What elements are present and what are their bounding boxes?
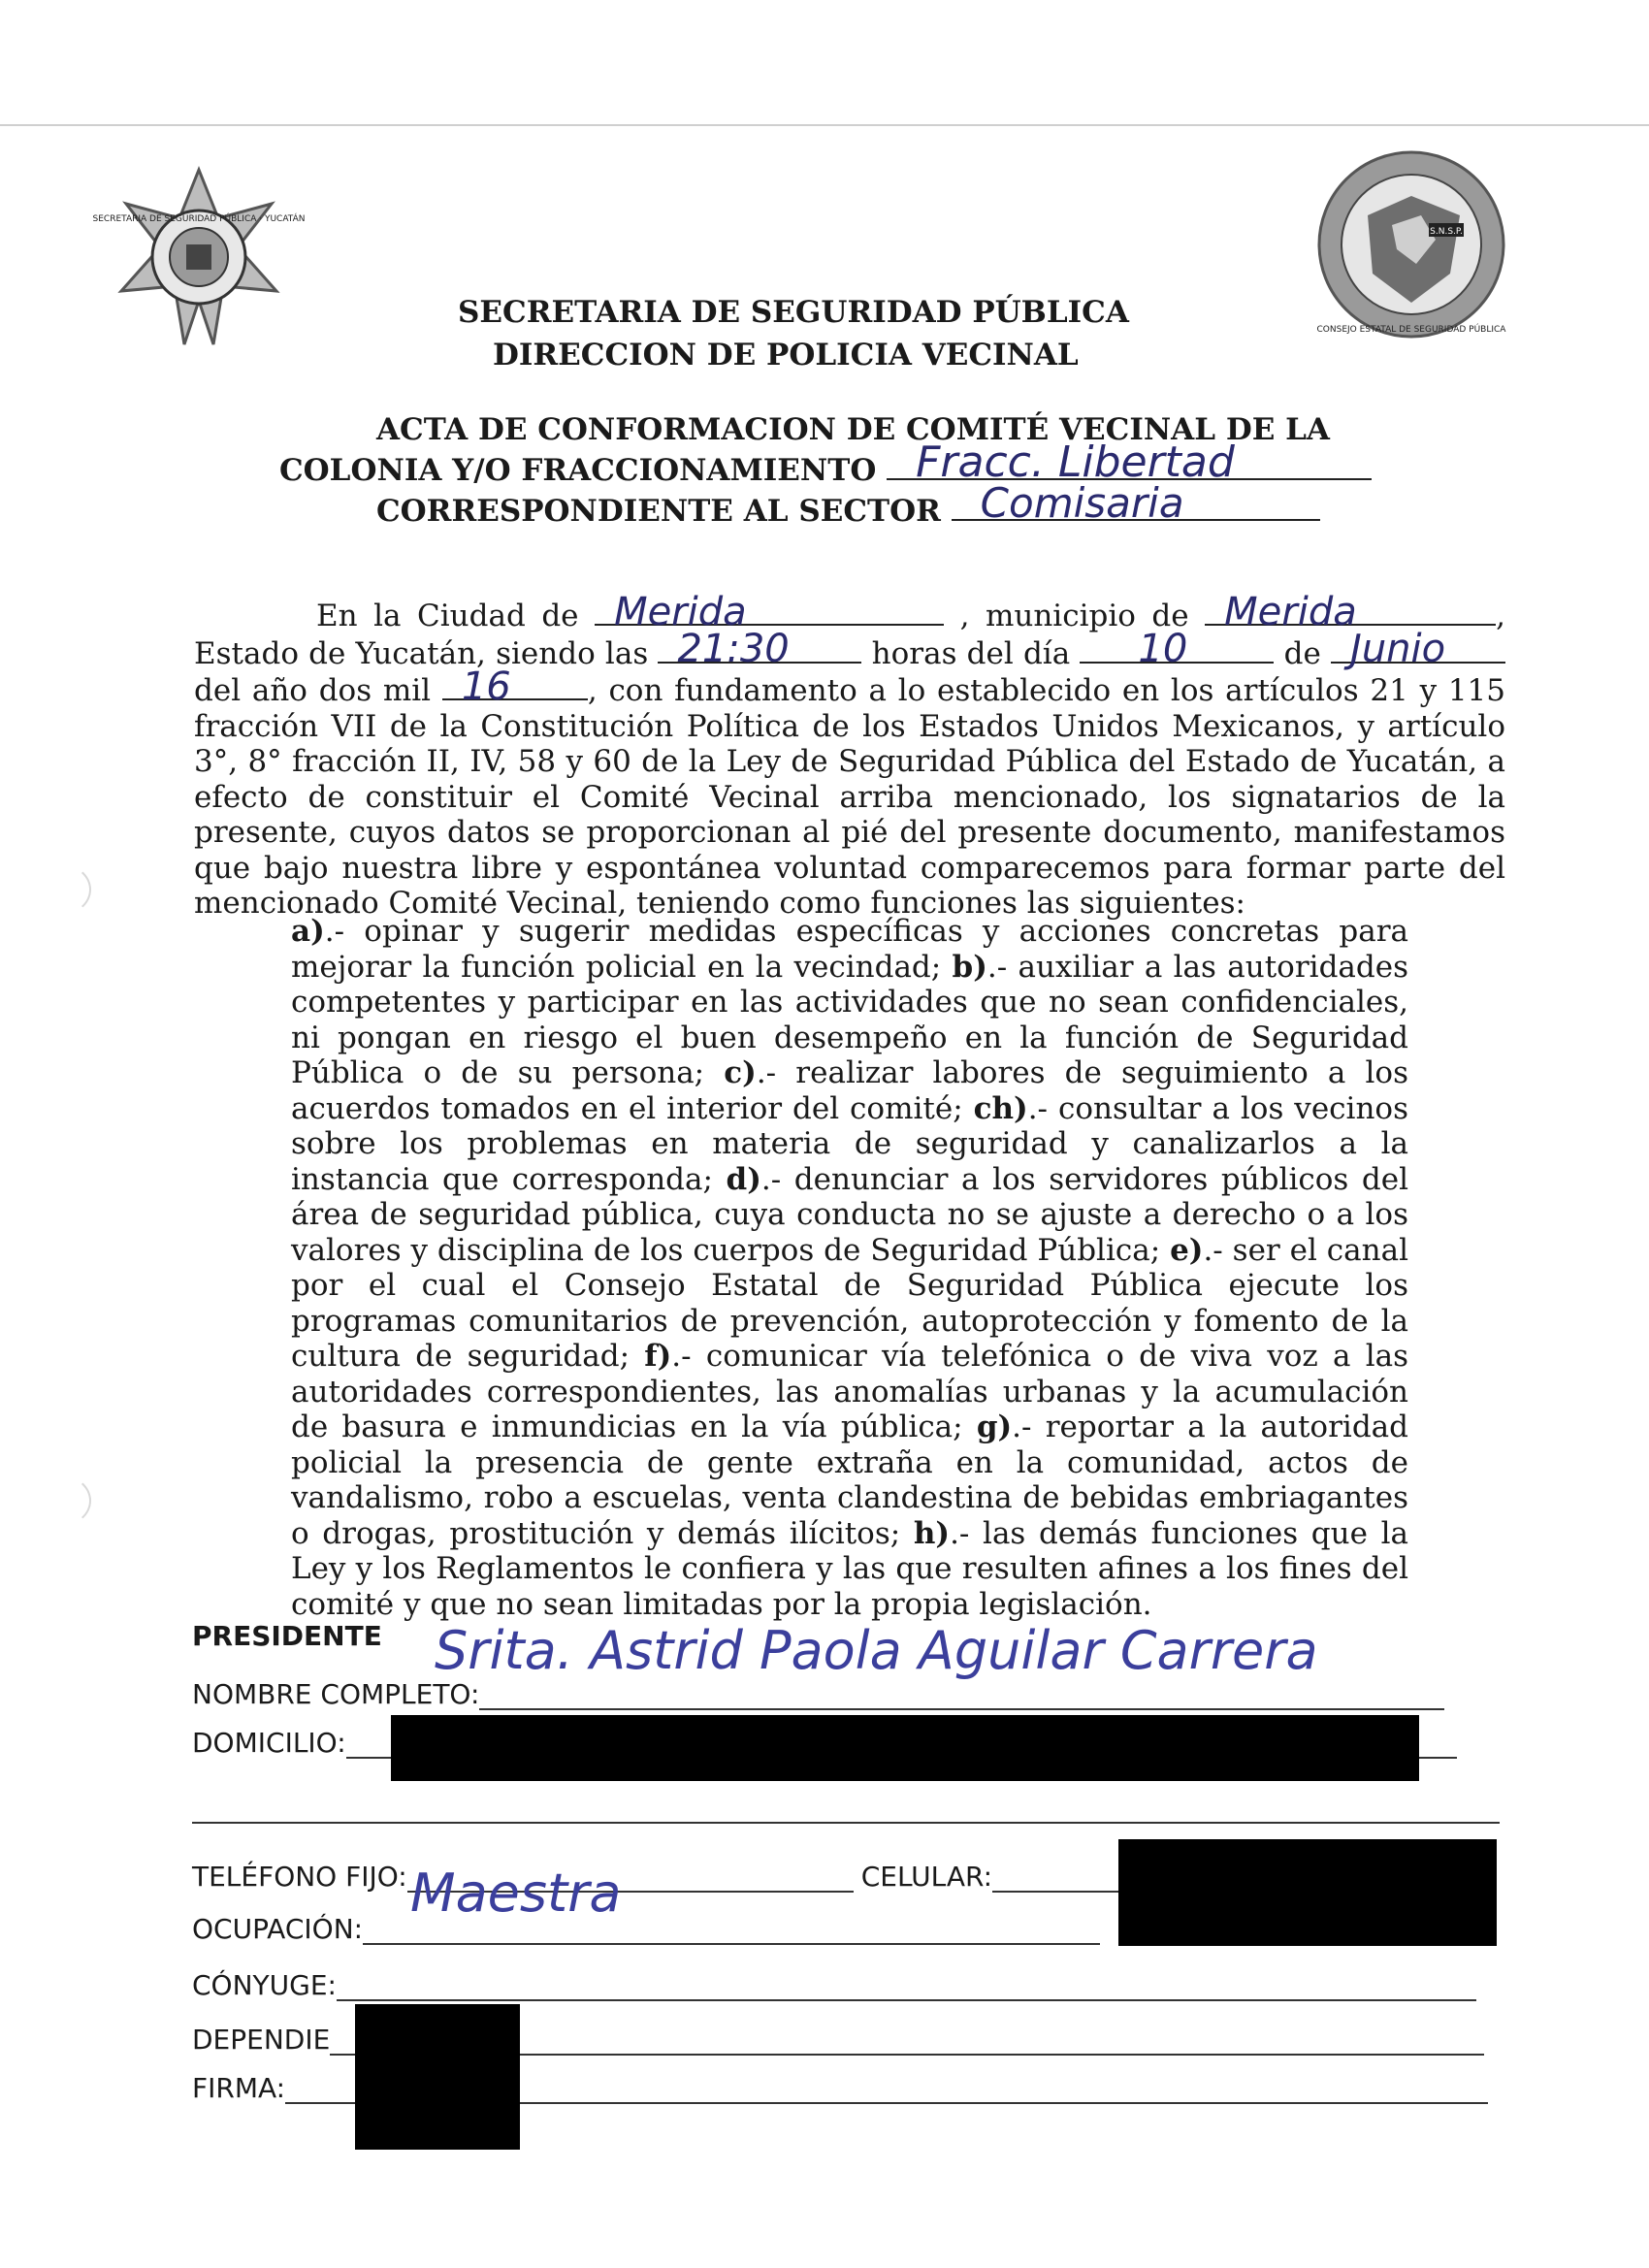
intro-text-5: horas del día: [871, 635, 1071, 671]
seal-right-text: CONSEJO ESTATAL DE SEGURIDAD PÚBLICA: [1316, 325, 1506, 335]
sector-handwriting: Comisaria: [980, 479, 1184, 527]
function-letter: h): [913, 1515, 951, 1551]
document-header: [458, 291, 1234, 376]
redaction-firma: [355, 2004, 520, 2150]
ciudad-fill: [595, 589, 944, 634]
seal-right-badge: S.N.S.P.: [1430, 227, 1463, 237]
firma-label: FIRMA:: [192, 2072, 286, 2104]
intro-paragraph: [194, 589, 1506, 922]
intro-text-7: del año dos mil: [194, 673, 432, 708]
ocupacion-label: OCUPACIÓN:: [192, 1913, 364, 1945]
dia-fill: [1080, 627, 1274, 671]
dia-handwriting: 10: [1138, 627, 1188, 671]
ciudad-handwriting: Merida: [614, 589, 747, 634]
punch-hole-top: [29, 863, 91, 916]
acta-line1: ACTA DE CONFORMACION DE COMITÉ VECINAL DE LA: [376, 412, 1330, 447]
intro-text-1: En la Ciudad de: [316, 599, 579, 633]
intro-text-4: Estado de Yucatán, siendo las: [194, 635, 649, 671]
nombre-label: NOMBRE COMPLETO:: [192, 1678, 480, 1710]
mes-fill: [1331, 627, 1505, 671]
acta-line3: CORRESPONDIENTE AL SECTOR: [376, 494, 941, 529]
anio-handwriting: 16: [461, 664, 511, 709]
page-edge: [0, 124, 1649, 126]
nombre-handwriting: Srita. Astrid Paola Aguilar Carrera: [435, 1620, 1318, 1681]
functions-list: [291, 914, 1408, 1622]
acta-line2: COLONIA Y/O FRACCIONAMIENTO: [279, 453, 877, 488]
header-line1: SECRETARIA DE SEGURIDAD PÚBLICA: [458, 295, 1129, 330]
conyuge-label: CÓNYUGE:: [192, 1969, 337, 2001]
row-ocupacion: [192, 1913, 1100, 1945]
redaction-domicilio: [391, 1715, 1419, 1781]
anio-fill: [442, 664, 588, 709]
conyuge-field[interactable]: [337, 1970, 1476, 2001]
function-text: .- las demás funciones que la Ley y los Reglamentos le confiera y las que resulten afines a los fines del comité y que no sean limitadas por la propia legislación.: [291, 1515, 1408, 1622]
header-line2: DIRECCION DE POLICIA VECINAL: [493, 338, 1079, 373]
hora-handwriting: 21:30: [677, 627, 790, 671]
domicilio-label: DOMICILIO:: [192, 1727, 346, 1759]
celular-label: CELULAR:: [860, 1861, 993, 1893]
function-letter: ch): [973, 1090, 1028, 1126]
function-text: .- opinar y sugerir medidas específicas y acciones concretas para mejorar la función policial en la vecindad;: [291, 914, 1408, 985]
intro-text-2: , municipio de: [959, 599, 1189, 633]
function-letter: f): [644, 1339, 672, 1374]
nombre-field[interactable]: [479, 1679, 1444, 1710]
intro-text-8: , con fundamento a lo establecido en los artículos 21 y 115 fracción VII de la Constitución Política de los Estados Unidos Mexicanos, y artículo 3°, 8° fracción II, IV, 58 y 60 de la Ley de Seguridad Pública del Estado de Yucatán, a efecto de constituir el Comité Vecinal arriba mencionado, los signatarios de la presente, cuyos datos se proporcionan al pié del presente documento, manifestamos que bajo nuestra libre y espontánea voluntad comparecemos para formar parte del mencionado Comité Vecinal, teniendo como funciones las siguientes:: [194, 673, 1505, 921]
police-star-seal: [92, 165, 306, 349]
function-text: .- auxiliar a las autoridades competentes y participar en las actividades que no sean confidenciales, ni pongan en riesgo el buen desempeño en la función de Seguridad Pública o de su persona;: [291, 949, 1408, 1090]
seal-left-text: SECRETARIA DE SEGURIDAD PÚBLICA · YUCATÁN: [92, 214, 306, 224]
function-letter: e): [1170, 1232, 1204, 1268]
intro-text-6: de: [1283, 635, 1321, 671]
dependientes-label: DEPENDIE: [192, 2024, 331, 2056]
colonia-fill-line: [887, 437, 1372, 487]
punch-hole-bottom: [29, 1474, 91, 1527]
function-text: .- reportar a la autoridad policial la presencia de gente extraña en la comunidad, actos de vandalismo, robo a escuelas, venta clandestina de bebidas embriagantes o drogas, prostitución y demás ilícitos;: [291, 1409, 1408, 1551]
function-letter: b): [952, 949, 987, 985]
row-domicilio-2: [192, 1793, 1500, 1824]
function-letter: d): [726, 1161, 761, 1197]
function-text: .- consultar a los vecinos sobre los problemas en materia de seguridad y canalizarlos a la instancia que corresponda;: [291, 1090, 1408, 1197]
section-presidente: PRESIDENTE: [192, 1620, 382, 1652]
municipio-fill: [1205, 589, 1496, 634]
redaction-celular: [1118, 1839, 1497, 1946]
function-text: .- denunciar a los servidores públicos del área de seguridad pública, cuya conducta no se ajuste a derecho o a los valores y disciplina de los cuerpos de Seguridad Pública;: [291, 1161, 1408, 1268]
mes-handwriting: Junio: [1350, 627, 1446, 671]
intro-text-3: ,: [1496, 599, 1506, 633]
sector-fill-line: [952, 479, 1320, 527]
function-text: .- comunicar vía telefónica o de viva voz a las autoridades correspondientes, las anomalías urbanas y la acumulación de basura e inmundicias en la vía pública;: [291, 1339, 1408, 1444]
acta-line2-row: [279, 437, 1455, 490]
function-text: .- realizar labores de seguimiento a los acuerdos tomados en el interior del comité;: [291, 1055, 1409, 1126]
function-letter: a): [291, 914, 325, 949]
acta-title: [279, 410, 1455, 531]
function-letter: c): [724, 1055, 757, 1090]
ocupacion-handwriting: Maestra: [410, 1863, 622, 1924]
row-conyuge: [192, 1969, 1476, 2001]
municipio-handwriting: Merida: [1224, 589, 1357, 634]
telefono-label: TELÉFONO FIJO:: [192, 1861, 407, 1893]
acta-line3-row: [376, 479, 1455, 531]
colonia-handwriting: Fracc. Libertad: [916, 437, 1235, 487]
hora-fill: [658, 627, 861, 671]
function-letter: g): [976, 1409, 1013, 1444]
domicilio-field-2[interactable]: [192, 1793, 1500, 1824]
row-nombre: [192, 1678, 1444, 1710]
function-text: .- ser el canal por el cual el Consejo Estatal de Seguridad Pública ejecute los programas comunitarios de prevención, autoprotección y fomento de la cultura de seguridad;: [291, 1232, 1408, 1374]
consejo-estatal-seal: [1314, 147, 1508, 341]
